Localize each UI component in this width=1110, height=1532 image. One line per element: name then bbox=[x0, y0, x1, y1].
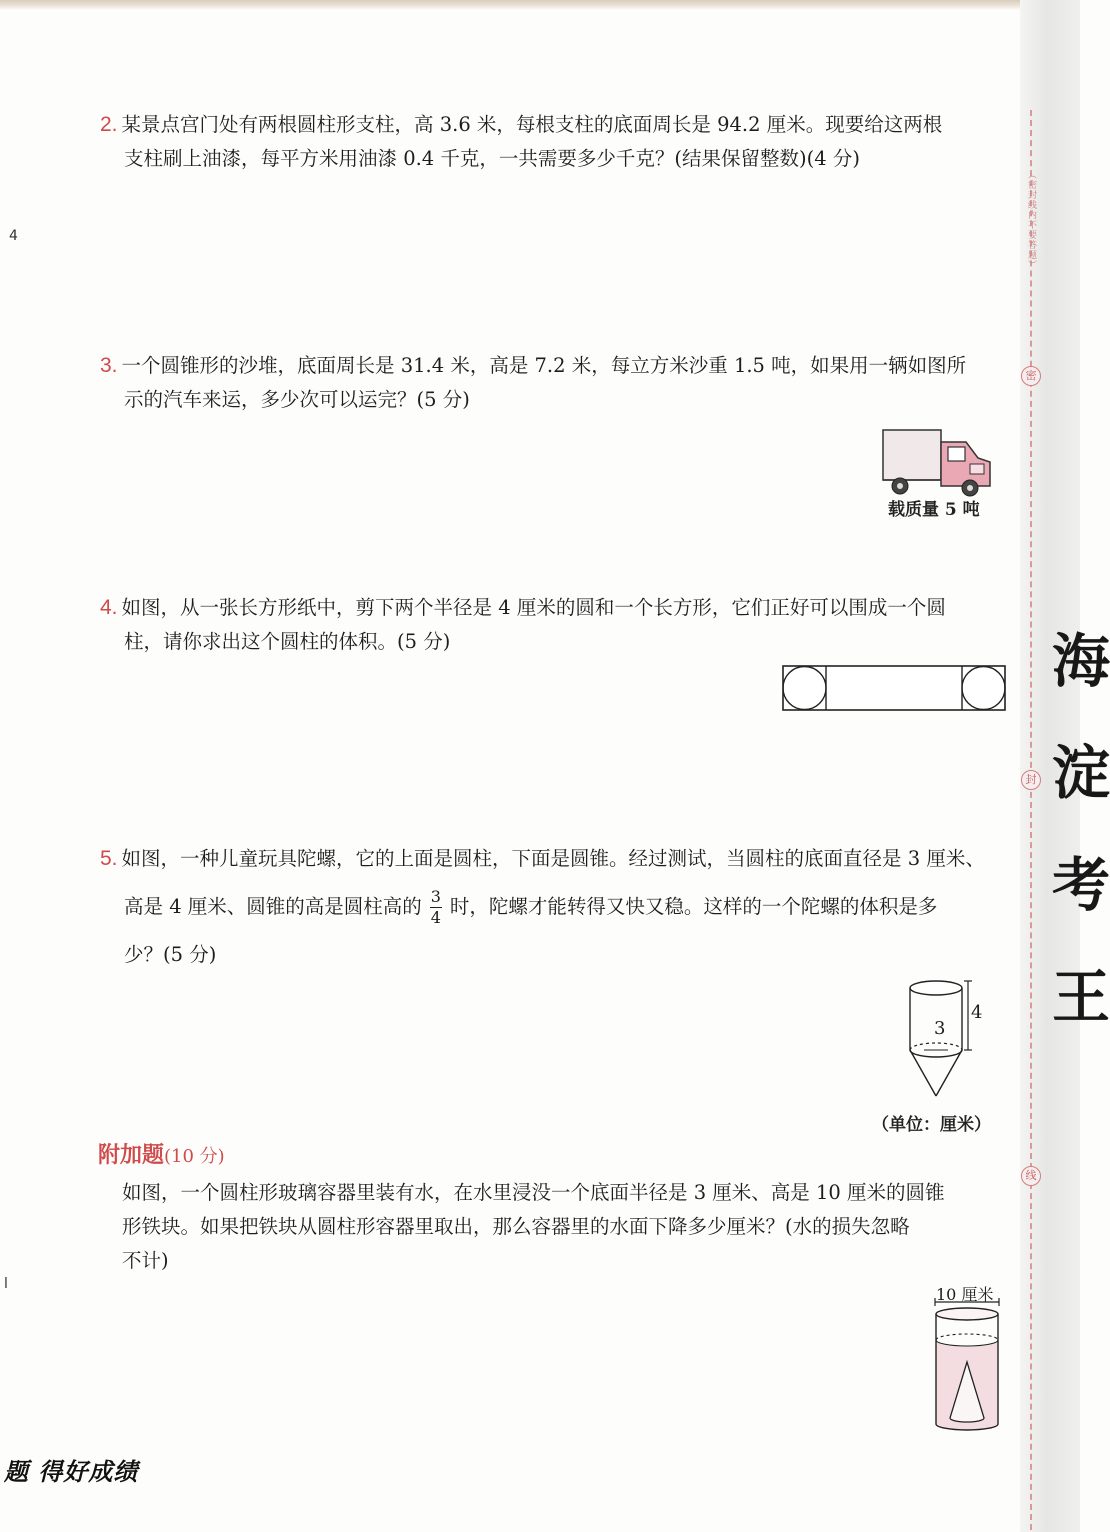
question-text-line: 示的汽车来运，多少次可以运完？(5 分) bbox=[124, 388, 470, 411]
question-text-fragment: 高是 4 厘米、圆锥的高是圆柱高的 bbox=[124, 895, 422, 918]
diameter-label: 3 bbox=[934, 1018, 946, 1039]
bonus-title: 附加题 bbox=[98, 1143, 165, 1168]
seal-mark-3: 线 bbox=[1021, 1166, 1041, 1186]
left-edge-mark: l bbox=[4, 1276, 8, 1292]
container-width-label: 10 厘米 bbox=[936, 1285, 994, 1304]
bonus-question bbox=[122, 1176, 1012, 1278]
question-text-line: 柱，请你求出这个圆柱的体积。(5 分) bbox=[124, 630, 451, 653]
question-text-line-with-fraction bbox=[100, 883, 1015, 931]
question-number: 3. bbox=[100, 354, 118, 377]
question-text-line: 一个圆锥形的沙堆，底面周长是 31.4 米，高是 7.2 米，每立方米沙重 1.5 吨，如果用一辆如图所 bbox=[121, 354, 967, 377]
question-text-fragment: 时，陀螺才能转得又快又稳。这样的一个陀螺的体积是多 bbox=[449, 895, 938, 918]
brand-char: 考 bbox=[1052, 851, 1110, 919]
question-text-line: 不计) bbox=[122, 1249, 169, 1272]
bonus-points: (10 分) bbox=[164, 1146, 225, 1167]
height-label: 4 bbox=[971, 1002, 983, 1023]
question-text-line: 如图，一种儿童玩具陀螺，它的上面是圆柱，下面是圆锥。经过测试，当圆柱的底面直径是 3 厘米、 bbox=[121, 847, 985, 870]
question-4 bbox=[100, 591, 1015, 659]
question-3 bbox=[100, 349, 1015, 417]
left-edge-mark: 4 bbox=[9, 228, 18, 244]
question-2 bbox=[100, 108, 1015, 176]
seal-line bbox=[1030, 110, 1032, 1530]
fraction bbox=[430, 888, 442, 927]
seal-line-note: （密封线内不要答题） bbox=[1026, 170, 1036, 270]
truck-illustration bbox=[878, 420, 998, 502]
question-number: 5. bbox=[100, 847, 118, 870]
question-text-line: 支柱刷上油漆，每平方米用油漆 0.4 千克，一共需要多少千克？(结果保留整数)(4 分) bbox=[124, 147, 860, 170]
seal-mark-2: 封 bbox=[1021, 770, 1041, 790]
question-text-line: 形铁块。如果把铁块从圆柱形容器里取出，那么容器里的水面下降多少厘米？(水的损失忽略 bbox=[122, 1215, 910, 1238]
question-5 bbox=[100, 835, 1015, 979]
brand-char: 海 bbox=[1052, 627, 1110, 695]
bonus-heading bbox=[98, 1139, 225, 1174]
question-text-line: 某景点宫门处有两根圆柱形支柱，高 3.6 米，每根支柱的底面周长是 94.2 厘米。现要给这两根 bbox=[121, 113, 943, 136]
truck-caption: 载质量 5 吨 bbox=[888, 500, 980, 520]
seal-mark-1: 密 bbox=[1021, 366, 1041, 386]
page-top-edge bbox=[0, 0, 1080, 10]
question-text-line: 少？(5 分) bbox=[124, 943, 217, 966]
fraction-denominator: 4 bbox=[430, 908, 441, 927]
question-text-line: 如图，一个圆柱形玻璃容器里装有水，在水里浸没一个底面半径是 3 厘米、高是 10 厘米的圆锥 bbox=[122, 1181, 945, 1204]
question-number: 4. bbox=[100, 596, 118, 619]
fraction-numerator: 3 bbox=[430, 887, 441, 906]
question-text-line: 如图，从一张长方形纸中，剪下两个半径是 4 厘米的圆和一个长方形，它们正好可以围成一个圆 bbox=[121, 596, 946, 619]
question-number: 2. bbox=[100, 113, 118, 136]
glass-container-diagram bbox=[932, 1300, 1002, 1430]
brand-vertical-title bbox=[1052, 605, 1110, 1053]
brand-char: 淀 bbox=[1052, 739, 1110, 807]
spinning-top-diagram bbox=[900, 978, 1000, 1098]
footer-slogan: 题 得好成绩 bbox=[4, 1458, 139, 1486]
brand-char: 王 bbox=[1052, 963, 1110, 1031]
unit-caption: （单位：厘米） bbox=[872, 1115, 991, 1135]
paper-cutout-diagram bbox=[782, 665, 1006, 711]
